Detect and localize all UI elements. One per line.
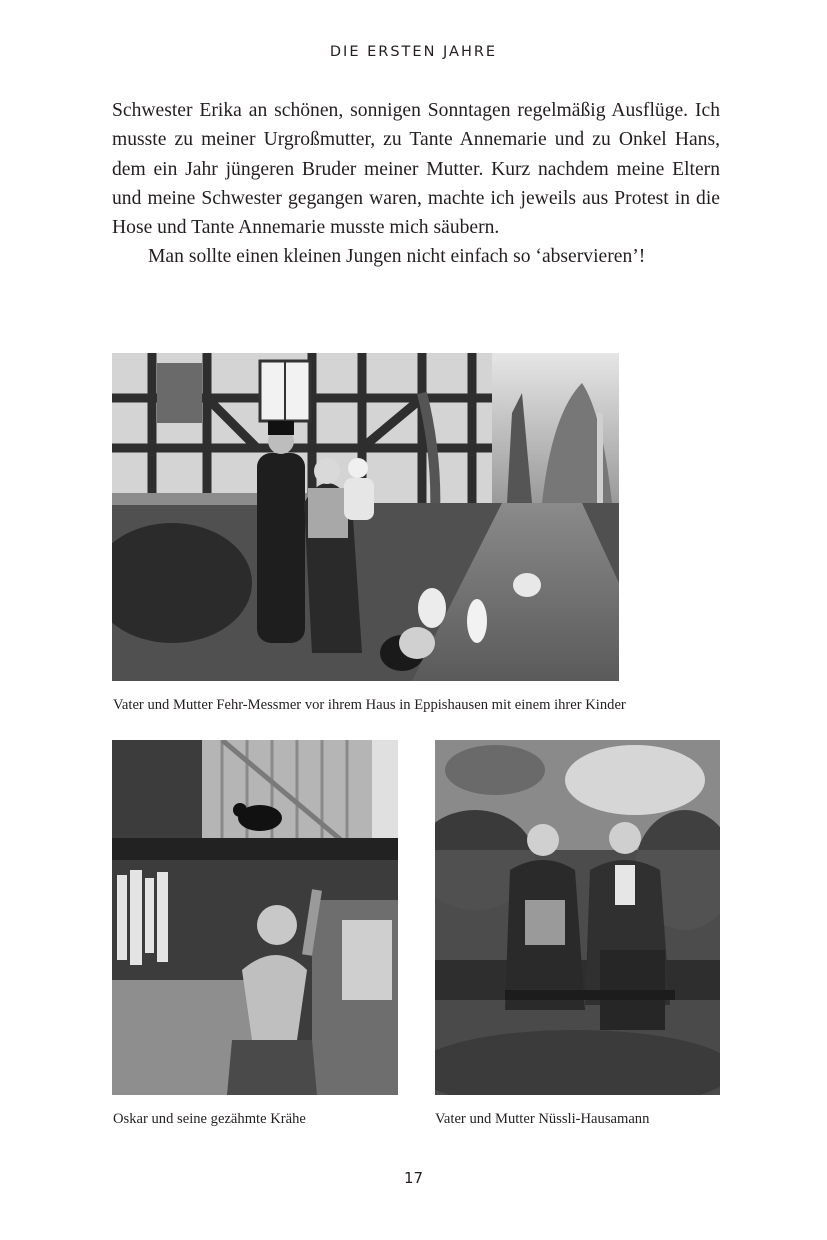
photo-couple-garden (435, 740, 720, 1095)
running-head: DIE ERSTEN JAHRE (329, 44, 498, 60)
paragraph: Schwester Erika an schönen, sonnigen Sonntagen regelmäßig Ausflüge. Ich musste zu meiner Urgroßmutter, zu Tante Annemarie und zu Onkel Hans, dem ein Jahr jüngeren Bruder meiner Mutter. Kurz nachdem meine Eltern und meine Schwester gegangen waren, machte ich jeweils aus Protest in die Hose und Tante Annemarie musste mich säubern. (112, 100, 720, 239)
caption-bottom-right-photo: Vater und Mutter Nüssli-Hausamann (435, 1111, 650, 1127)
caption-bottom-left-photo: Oskar und seine gezähmte Krähe (113, 1111, 306, 1127)
paragraph: Man sollte einen kleinen Jungen nicht einfach so ‘abservieren’! (148, 246, 646, 268)
photo-family-house (112, 353, 619, 681)
page-number: 17 (403, 1169, 424, 1187)
body-text (112, 96, 720, 272)
photo-oskar-crow (112, 740, 398, 1095)
caption-top-photo: Vater und Mutter Fehr-Messmer vor ihrem Haus in Eppishausen mit einem ihrer Kinder (113, 697, 626, 713)
